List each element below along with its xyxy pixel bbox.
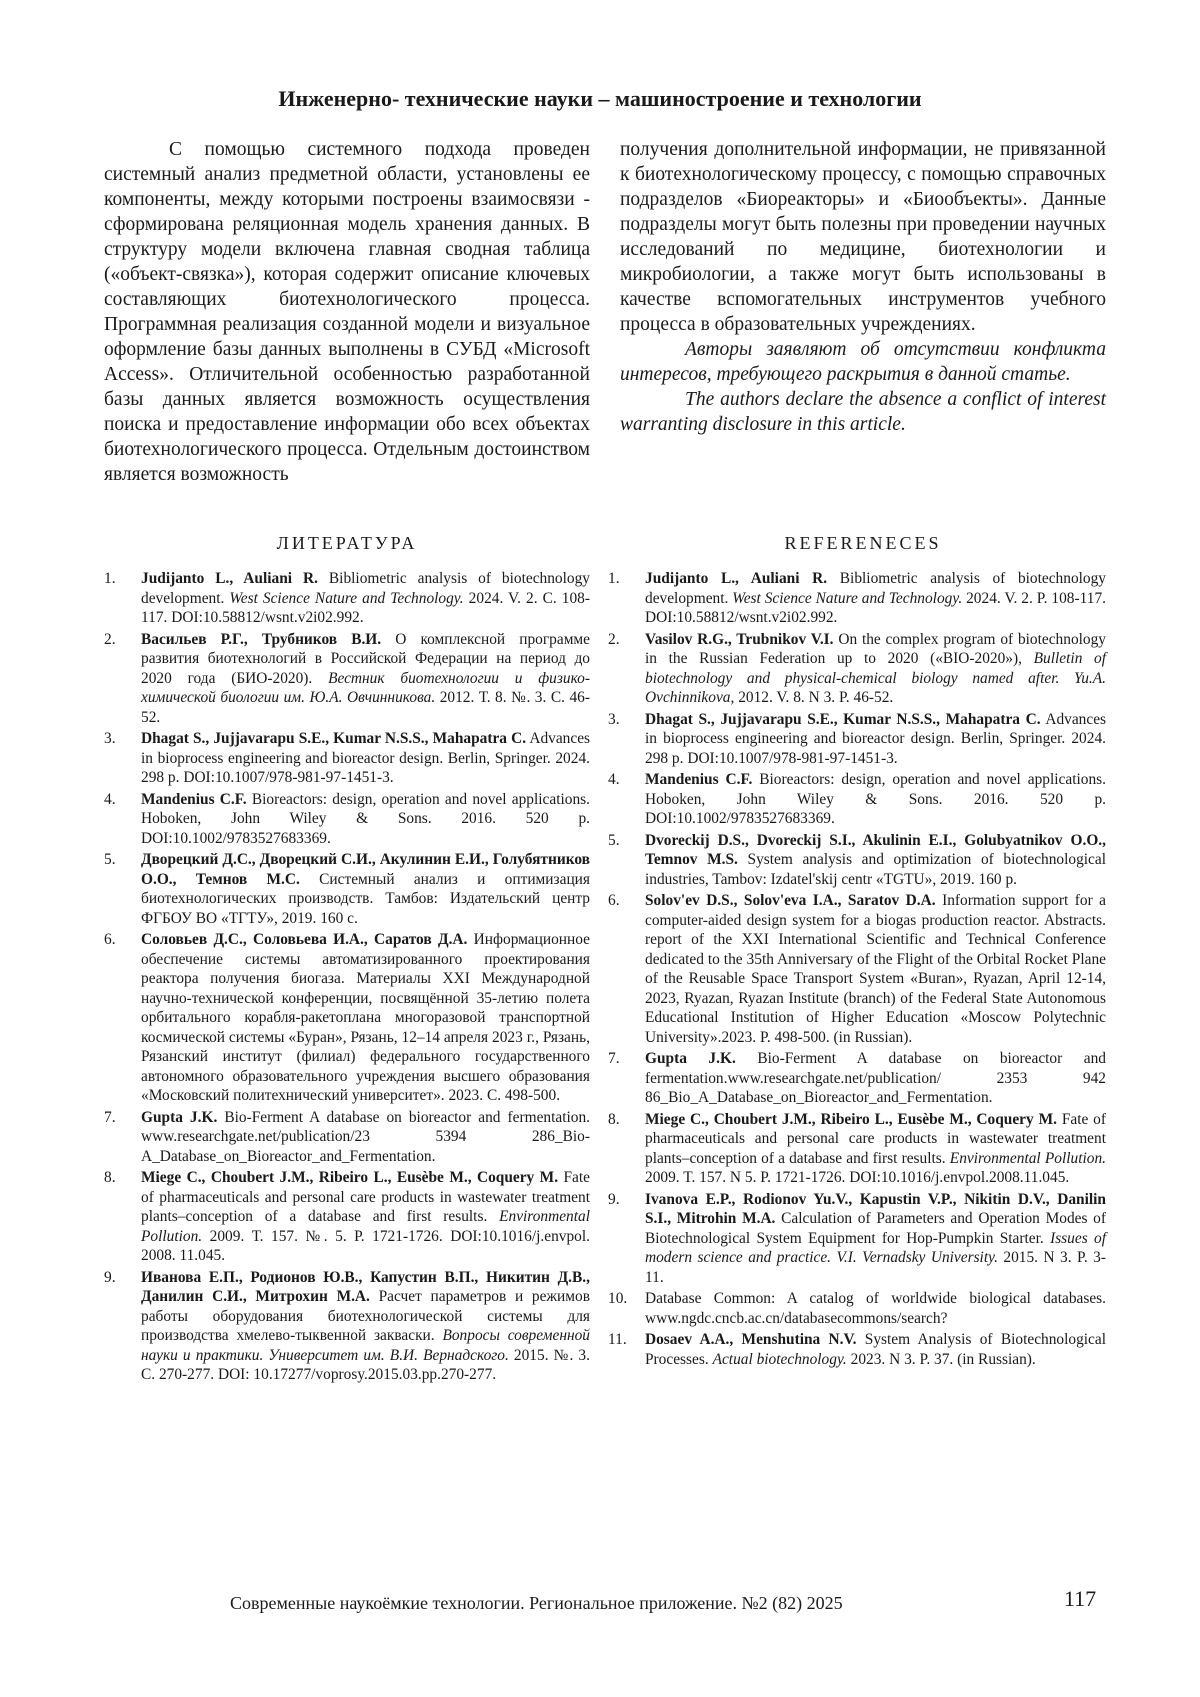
reference-number: 8.	[608, 1110, 620, 1128]
reference-number: 8.	[104, 1169, 116, 1186]
reference-authors: Judijanto L., Auliani R.	[141, 570, 318, 587]
reference-authors: Дворецкий Д.С., Дворецкий С.И., Акулинин Е.И., Голубятников О.О., Темнов М.С.	[141, 851, 590, 888]
literature-list	[104, 569, 590, 1387]
reference-number: 6.	[608, 892, 620, 909]
reference-authors: Васильев Р.Г., Трубников В.И.	[141, 630, 382, 648]
reference-details: 2024. V. 2. С. 108-117. DOI:10.58812/wsnt.v2i02.992.	[141, 589, 590, 626]
reference-number: 7.	[104, 1108, 116, 1126]
reference-authors: Gupta J.K.	[645, 1050, 736, 1067]
reference-text: Bioreactors: design, operation and novel applications. Hoboken, John Wiley & Sons. 2016. 520 p. DOI:10.1002/9783527683369.	[141, 790, 590, 847]
reference-authors: Judijanto L., Auliani R.	[645, 570, 828, 587]
reference-journal: West Science Nature and Technology.	[732, 589, 963, 607]
reference-item	[608, 630, 1106, 708]
reference-details: 2009. T. 157. N 5. P. 1721-1726. DOI:10.1016/j.envpol.2008.11.045.	[645, 1169, 1070, 1186]
reference-item	[608, 1289, 1106, 1328]
reference-item	[608, 1330, 1106, 1369]
reference-text: Calculation of Parameters and Operation Modes of Biotechnological System Equipment for Hop-Pumpkin Starter.	[645, 1210, 1106, 1247]
reference-text: Bioreactors: design, operation and novel applications. Hoboken, John Wiley & Sons. 2016. 520 p. DOI:10.1002/9783527683369.	[645, 771, 1106, 827]
reference-authors: Иванова Е.П., Родионов Ю.В., Капустин В.П., Никитин Д.В., Данилин С.И., Митрохин М.А.	[141, 1268, 590, 1305]
reference-item	[104, 569, 590, 628]
reference-number: 10.	[608, 1290, 628, 1307]
reference-text: Fate of pharmaceuticals and personal care products in wastewater treatment plants–conception of a database and first results.	[645, 1110, 1107, 1167]
reference-text: Расчет параметров и режимов работы оборудования биотехнологической системы для производства хмелево-тыквенной закваски.	[141, 1288, 590, 1344]
reference-number: 5.	[608, 831, 620, 849]
reference-item	[104, 729, 590, 788]
reference-text: Information support for a computer-aided design system for a biogas production reactor. Abstracts. report of the XXI International Scientific and Technical Conference dedicated to the 35th Anniversary of the Flight of the Orbital Rocket Plane of the Reusable Space Transport System «Buran», Ryazan, April 12-14, 2023, Ryazan, Ryazan Institute (branch) of the Federal State Autonomous Educational Institution of Higher Education «Moscow Polytechnic University».2023. P. 498-500. (in Russian).	[645, 892, 1106, 1046]
conflict-statement-en: The authors declare the absence a conflict of interest warranting disclosure in this article.	[620, 389, 1106, 435]
reference-details: 2024. V. 2. P. 108-117. DOI:10.58812/wsnt.v2i02.992.	[645, 589, 1106, 626]
reference-journal: Environmental Pollution.	[141, 1208, 590, 1245]
reference-item	[608, 770, 1106, 829]
reference-details: 2015. №. 3. С. 270-277. DOI: 10.17277/voprosy.2015.03.pp.270-277.	[141, 1346, 590, 1383]
reference-journal: Вопросы современной науки и практики. Университет им. В.И. Вернадского.	[141, 1327, 590, 1364]
body-left-column	[104, 137, 590, 487]
reference-authors: Mandenius C.F.	[141, 790, 247, 808]
body-paragraph: получения дополнительной информации, не привязанной к биотехнологическому процессу, с помощью справочных подразделов «Биореакторы» и «Биообъекты». Данные подразделы могут быть полезны при проведении научных исследований по медицине, биотехнологии и микробиологии, а также могут быть использованы в качестве вспомогательных инструментов учебного процесса в образовательных учреждениях.	[620, 139, 1106, 335]
reference-item	[608, 710, 1106, 769]
reference-authors: Dhagat S., Jujjavarapu S.E., Kumar N.S.S., Mahapatra C.	[141, 730, 527, 747]
reference-item	[104, 790, 590, 849]
references-heading: REFERENECES	[784, 533, 942, 553]
reference-number: 4.	[104, 790, 116, 808]
reference-text: Advances in bioprocess engineering and bioreactor design. Berlin, Springer. 2024. 298 p. DOI:10.1007/978-981-97-1451-3.	[141, 730, 591, 786]
reference-journal: Issues of modern science and practice. V.I. Vernadsky University.	[645, 1229, 1106, 1266]
reference-journal: Environmental Pollution.	[949, 1149, 1106, 1167]
reference-text: Bibliometric analysis of biotechnology development.	[645, 570, 1107, 607]
reference-number: 5.	[104, 851, 116, 868]
page-number: 117	[1064, 1586, 1097, 1611]
conflict-statement-ru: Авторы заявляют об отсутствии конфликта интересов, требующего раскрытия в данной статье.	[620, 339, 1106, 385]
reference-number: 1.	[104, 570, 116, 587]
reference-number: 4.	[608, 771, 620, 788]
literature-heading: ЛИТЕРАТУРА	[276, 533, 418, 553]
reference-authors: Dhagat S., Jujjavarapu S.E., Kumar N.S.S., Mahapatra C.	[645, 710, 1041, 728]
reference-details: 2012. Т. 8. №. 3. С. 46-52.	[141, 689, 590, 726]
reference-number: 2.	[104, 630, 116, 648]
reference-item	[608, 891, 1106, 1047]
reference-authors: Vasilov R.G., Trubnikov V.I.	[645, 630, 834, 648]
reference-item	[104, 1168, 590, 1266]
reference-text: Bio-Ferment A database on bioreactor and fermentation.www.researchgate.net/publication/ 2353 942 86_Bio_A_Database_on_Bioreactor_and_Fermentation.	[645, 1050, 1106, 1106]
reference-authors: Dosaev A.A., Menshutina N.V.	[645, 1331, 857, 1348]
reference-number: 3.	[104, 730, 116, 747]
reference-item	[608, 569, 1106, 628]
reference-item	[104, 1268, 590, 1385]
reference-item	[608, 1110, 1106, 1188]
reference-number: 9.	[608, 1190, 620, 1208]
reference-journal: Bulletin of biotechnology and physical-chemical biology named after. Yu.A. Ovchinnikova,	[645, 650, 1107, 706]
reference-item	[104, 930, 590, 1106]
reference-number: 6.	[104, 931, 116, 948]
reference-text: О комплексной программе развития биотехнологий в Российской Федерации на период до 2020 года (БИО-2020).	[141, 630, 590, 687]
references-list	[608, 569, 1106, 1371]
reference-text: Bibliometric analysis of biotechnology development.	[141, 570, 590, 607]
reference-text: Bio-Ferment A database on bioreactor and fermentation. www.researchgate.net/publication/23 5394 286_Bio-A_Database_on_Bioreactor_and_Fermentation.	[141, 1108, 590, 1165]
reference-authors: Соловьев Д.С., Соловьева И.А., Саратов Д.А.	[141, 931, 468, 948]
reference-authors: Ivanova E.P., Rodionov Yu.V., Kapustin V.P., Nikitin D.V., Danilin S.I., Mitrohin M.A.	[645, 1190, 1106, 1227]
reference-number: 2.	[608, 630, 620, 648]
reference-authors: Gupta J.K.	[141, 1108, 218, 1126]
reference-authors: Miege C., Choubert J.M., Ribeiro L., Eusèbe M., Coquery M.	[141, 1169, 559, 1186]
reference-details: 2009. Т. 157. №. 5. Р. 1721-1726. DOI:10.1016/j.envpol. 2008. 11.045.	[141, 1227, 590, 1264]
footer-journal-line: Современные наукоёмкие технологии. Региональное приложение. №2 (82) 2025	[230, 1593, 843, 1613]
reference-authors: Mandenius C.F.	[645, 771, 753, 788]
reference-authors: Dvoreckij D.S., Dvoreckij S.I., Akulinin E.I., Golubyatnikov O.O., Temnov M.S.	[645, 831, 1106, 868]
body-paragraph: С помощью системного подхода проведен системный анализ предметной области, установлены ее компоненты, между которыми построены взаимосвязи - сформирована реляционная модель хранения данных. В структуру модели включена главная сводная таблица («объект-связка»), которая содержит описание ключевых составляющих биотехнологического процесса. Программная реализация созданной модели и визуальное оформление базы данных выполнены в СУБД «Microsoft Access». Отличительной особенностью разработанной базы данных является возможность осуществления поиска и предоставление информации обо всех объектах биотехнологического процесса. Отдельным достоинством является возможность	[104, 139, 590, 485]
reference-number: 11.	[608, 1331, 627, 1348]
reference-text: System analysis and optimization of biotechnological industries, Tambov: Izdatel'skij centr «TGTU», 2019. 160 p.	[645, 851, 1106, 888]
reference-authors: Miege C., Choubert J.M., Ribeiro L., Eusèbe M., Coquery M.	[645, 1110, 1057, 1128]
reference-text: Информационное обеспечение системы автоматизированного проектирования реактора получения биогаза. Материалы XXI Международной научно-технической конференции, посвящённой 35-летию полета орбитального корабля-ракетоплана многоразовой транспортной космической системы «Буран», Рязань, 12–14 апреля 2023 г., Рязань, Рязанский институт (филиал) федерального государственного автономного образовательного учреждения высшего образования «Московский политехнический университет». 2023. С. 498-500.	[141, 931, 590, 1104]
reference-details: 2012. V. 8. N 3. P. 46-52.	[738, 689, 894, 706]
reference-text: Database Common: A catalog of worldwide biological databases. www.ngdc.cncb.ac.cn/databasecommons/search?	[645, 1290, 1106, 1327]
reference-text: Advances in bioprocess engineering and bioreactor design. Berlin, Springer. 2024. 298 p. DOI:10.1007/978-981-97-1451-3.	[645, 710, 1107, 767]
reference-journal: Вестник биотехнологии и физико-химической биологии им. Ю.А. Овчинникова.	[141, 669, 591, 706]
reference-item	[104, 630, 590, 728]
reference-item	[104, 1108, 590, 1167]
reference-number: 9.	[104, 1268, 116, 1286]
reference-details: 2015. N 3. P. 3-11.	[645, 1249, 1106, 1286]
reference-authors: Solov'ev D.S., Solov'eva I.A., Saratov D.A.	[645, 892, 936, 909]
reference-number: 7.	[608, 1050, 620, 1067]
body-right-column	[620, 137, 1106, 437]
reference-journal: Actual biotechnology.	[712, 1350, 847, 1368]
reference-details: 2023. N 3. P. 37. (in Russian).	[850, 1350, 1036, 1368]
reference-item	[608, 1049, 1106, 1108]
reference-text: On the complex program of biotechnology in the Russian Federation up to 2020 («BIO-2020»),	[645, 630, 1106, 667]
page-header: Инженерно- технические науки – машиностроение и технологии	[278, 86, 922, 111]
reference-item	[608, 831, 1106, 890]
reference-item	[104, 850, 590, 928]
reference-item	[608, 1190, 1106, 1288]
reference-journal: West Science Nature and Technology.	[229, 589, 464, 607]
reference-number: 3.	[608, 710, 620, 728]
reference-text: Системный анализ и оптимизация биотехнологических производств. Тамбов: Издательский центр ФГБОУ ВО «ТГТУ», 2019. 160 с.	[141, 870, 590, 927]
reference-text: Fate of pharmaceuticals and personal care products in wastewater treatment plants–conception of a database and first results.	[141, 1169, 590, 1225]
reference-number: 1.	[608, 570, 620, 587]
reference-text: System Analysis of Biotechnological Processes.	[645, 1331, 1106, 1368]
